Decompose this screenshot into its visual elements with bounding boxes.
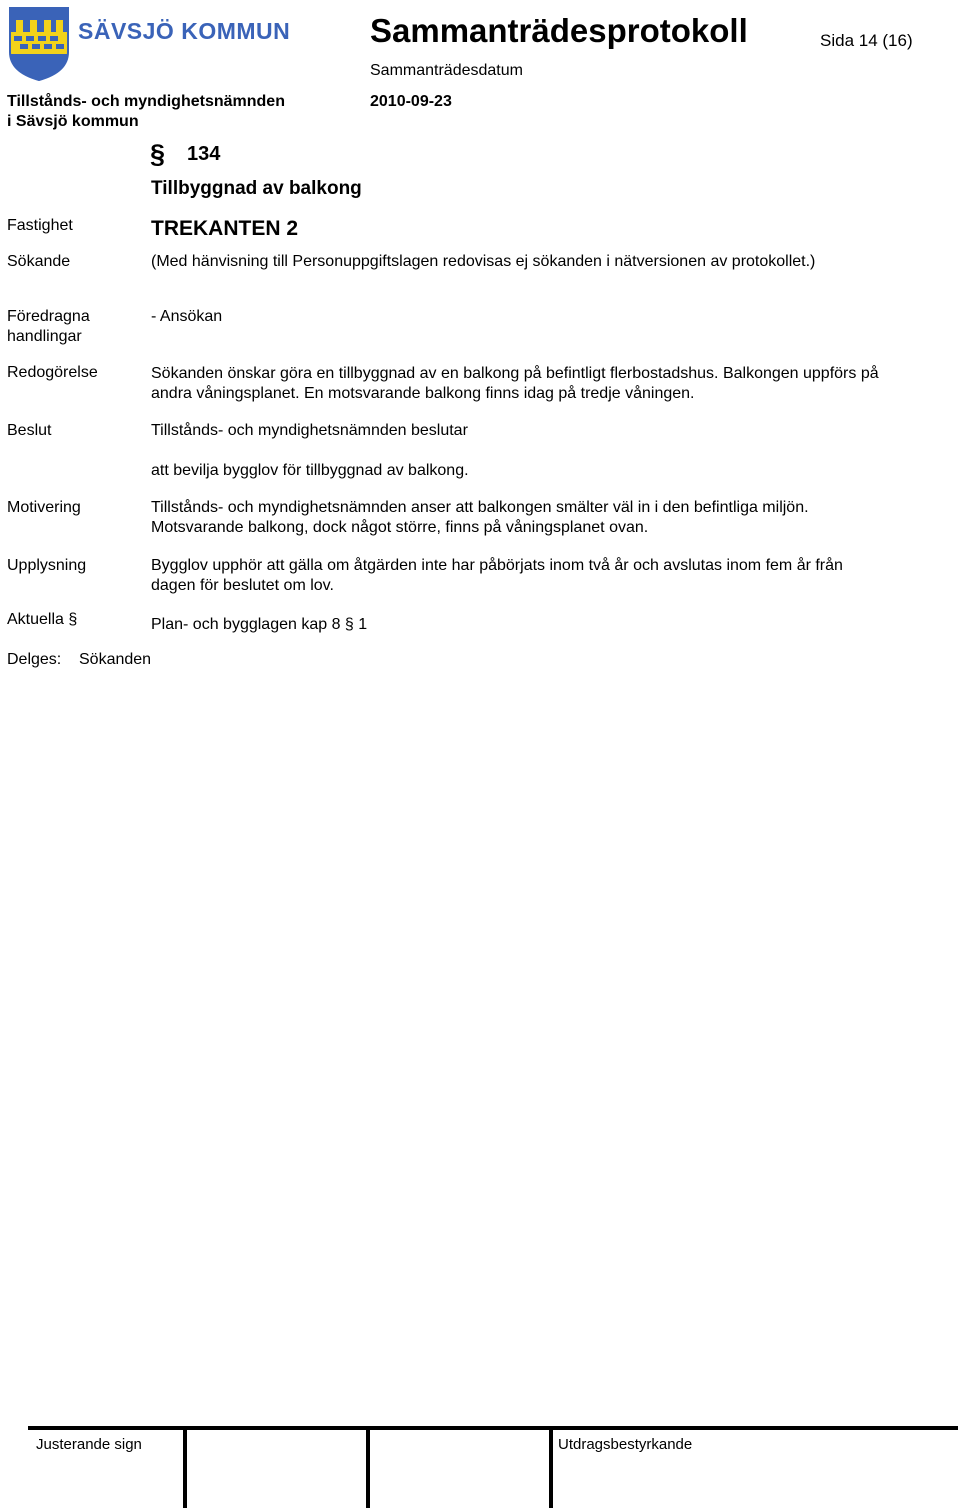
applicant-value: (Med hänvisning till Personuppgiftslagen redovisas ej sökanden i nätversionen av protokollet.) bbox=[151, 253, 816, 270]
report-line1: Sökanden önskar göra en tillbyggnad av en balkong på befintligt flerbostadshus. Balkongen uppförs på bbox=[151, 365, 879, 382]
delivered-to-label: Delges: bbox=[7, 651, 62, 668]
decision-line1: Tillstånds- och myndighetsnämnden beslutar bbox=[151, 422, 468, 439]
info-line2: dagen för beslutet om lov. bbox=[151, 577, 334, 594]
motivation-line2: Motsvarande balkong, dock något större, finns på våningsplanet ovan. bbox=[151, 519, 649, 536]
current-paragraphs-label: Aktuella § bbox=[7, 611, 78, 628]
documents-label-line1: Föredragna bbox=[7, 308, 90, 325]
committee-municipality: i Sävsjö kommun bbox=[7, 113, 139, 130]
municipality-brand: SÄVSJÖ KOMMUN bbox=[78, 18, 291, 44]
documents-value: - Ansökan bbox=[151, 308, 223, 325]
document-title: Sammanträdesprotokoll bbox=[370, 12, 748, 49]
decision-line2: att bevilja bygglov för tillbyggnad av balkong. bbox=[151, 462, 469, 479]
footer-column-divider bbox=[549, 1429, 553, 1508]
paragraph-title: Tillbyggnad av balkong bbox=[151, 178, 362, 199]
committee-name: Tillstånds- och myndighetsnämnden bbox=[7, 93, 285, 110]
paragraph-sign: § bbox=[150, 139, 166, 169]
meeting-date: 2010-09-23 bbox=[370, 93, 452, 110]
info-line1: Bygglov upphör att gälla om åtgärden inte har påbörjats inom två år och avslutas inom fem år från bbox=[151, 557, 843, 574]
report-line2: andra våningsplanet. En motsvarande balkong finns idag på tredje våningen. bbox=[151, 385, 695, 402]
meeting-date-label: Sammanträdesdatum bbox=[370, 62, 523, 79]
info-label: Upplysning bbox=[7, 557, 87, 574]
applicant-label: Sökande bbox=[7, 253, 71, 270]
extract-certification-label: Utdragsbestyrkande bbox=[558, 1436, 693, 1453]
page-number: Sida 14 (16) bbox=[820, 31, 913, 50]
motivation-line1: Tillstånds- och myndighetsnämnden anser att balkongen smälter väl in i den befintliga miljön. bbox=[151, 499, 809, 516]
footer-column-divider bbox=[183, 1429, 187, 1508]
paragraph-number: 134 bbox=[187, 143, 221, 165]
savsjo-coat-of-arms-logo bbox=[8, 6, 70, 82]
property-label: Fastighet bbox=[7, 217, 73, 234]
current-paragraphs-value: Plan- och bygglagen kap 8 § 1 bbox=[151, 616, 368, 633]
decision-label: Beslut bbox=[7, 422, 52, 439]
footer-column-divider bbox=[366, 1429, 370, 1508]
documents-label-line2: handlingar bbox=[7, 328, 82, 345]
sign-box-label: Justerande sign bbox=[36, 1436, 142, 1453]
footer-divider bbox=[28, 1426, 958, 1430]
property-value: TREKANTEN 2 bbox=[151, 217, 299, 240]
report-label: Redogörelse bbox=[7, 364, 98, 381]
motivation-label: Motivering bbox=[7, 499, 81, 516]
delivered-to-value: Sökanden bbox=[79, 651, 152, 668]
